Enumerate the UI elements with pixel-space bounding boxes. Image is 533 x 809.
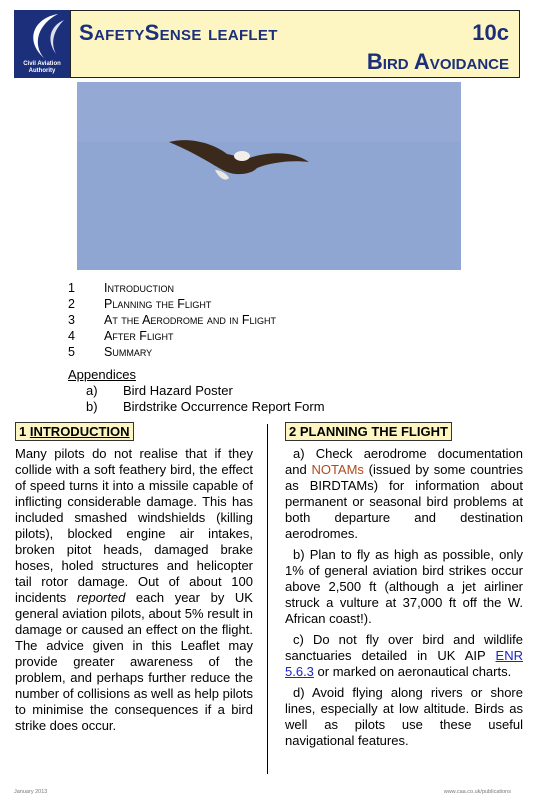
paragraph-d: d) Avoid flying along rivers or shore lines, especially at low altitude. Birds as well as pilots use these useful navigational features. — [285, 685, 523, 748]
section-heading: 1 INTRODUCTION — [15, 422, 134, 441]
appendix-item[interactable]: a) Bird Hazard Poster — [86, 383, 233, 398]
appendices-heading: Appendices — [68, 367, 136, 382]
paragraph-a: a) Check aerodrome documentation and NOTAMs (issued by some countries as BIRDTAMs) for information about permanent or seasonal bird problems at both departure and destination aerodromes. — [285, 446, 523, 541]
enr-link[interactable]: ENR 5.6.3 — [285, 648, 523, 679]
paragraph-c: c) Do not fly over bird and wildlife sanctuaries detailed in UK AIP ENR 5.6.3 or marked on aeronautical charts. — [285, 632, 523, 679]
toc-item[interactable]: 1 Introduction — [68, 281, 174, 295]
bird-photo — [77, 82, 461, 270]
footer-date: January 2013 — [14, 789, 48, 795]
toc-item[interactable]: 5 Summary — [68, 345, 153, 359]
section-body: Many pilots do not realise that if they collide with a soft feathery bird, the effect of speed turns it into a missile capable of inflicting considerable damage. This has included smashed windshields (killing pilots), blocked engine air intakes, broken pitot heads, damaged brake hoses, holed structures and helicopter tail rotor damage. Out of about 100 incidents reported each year by UK general aviation pilots, about 5% result in damage or caused an effect on the flight. The advice given in this Leaflet may provide greater awareness of the problem, and perhaps further reduce the number of collisions as well as help pilots to minimise the consequences if a bird strike does occur. — [15, 446, 253, 733]
section-planning — [285, 422, 523, 749]
page-title: Bird Avoidance — [366, 49, 509, 74]
footer-url[interactable]: www.caa.co.uk/publications — [443, 789, 511, 795]
table-of-contents — [68, 280, 276, 360]
paragraph-b: b) Plan to fly as high as possible, only 1% of general aviation bird strikes occur above 2,500 ft (although a jet airliner struck a vulture at 37,000 ft off the W. African coast!). — [285, 547, 523, 626]
section-introduction — [15, 422, 253, 734]
leaflet-number: 10c — [472, 20, 509, 45]
appendix-item[interactable]: b) Birdstrike Occurrence Report Form — [86, 399, 325, 414]
series-title: SafetySense leaflet — [79, 20, 278, 45]
column-divider — [267, 424, 268, 774]
appendices — [68, 367, 325, 415]
toc-item[interactable]: 4 After Flight — [68, 329, 174, 343]
caa-logo — [14, 10, 70, 78]
toc-item[interactable]: 3 At the Aerodrome and in Flight — [68, 313, 276, 327]
toc-item[interactable]: 2 Planning the Flight — [68, 297, 212, 311]
title-box — [70, 10, 520, 78]
logo-text: Civil Aviation Authority — [23, 61, 61, 74]
section-heading: 2 PLANNING THE FLIGHT — [285, 422, 452, 441]
